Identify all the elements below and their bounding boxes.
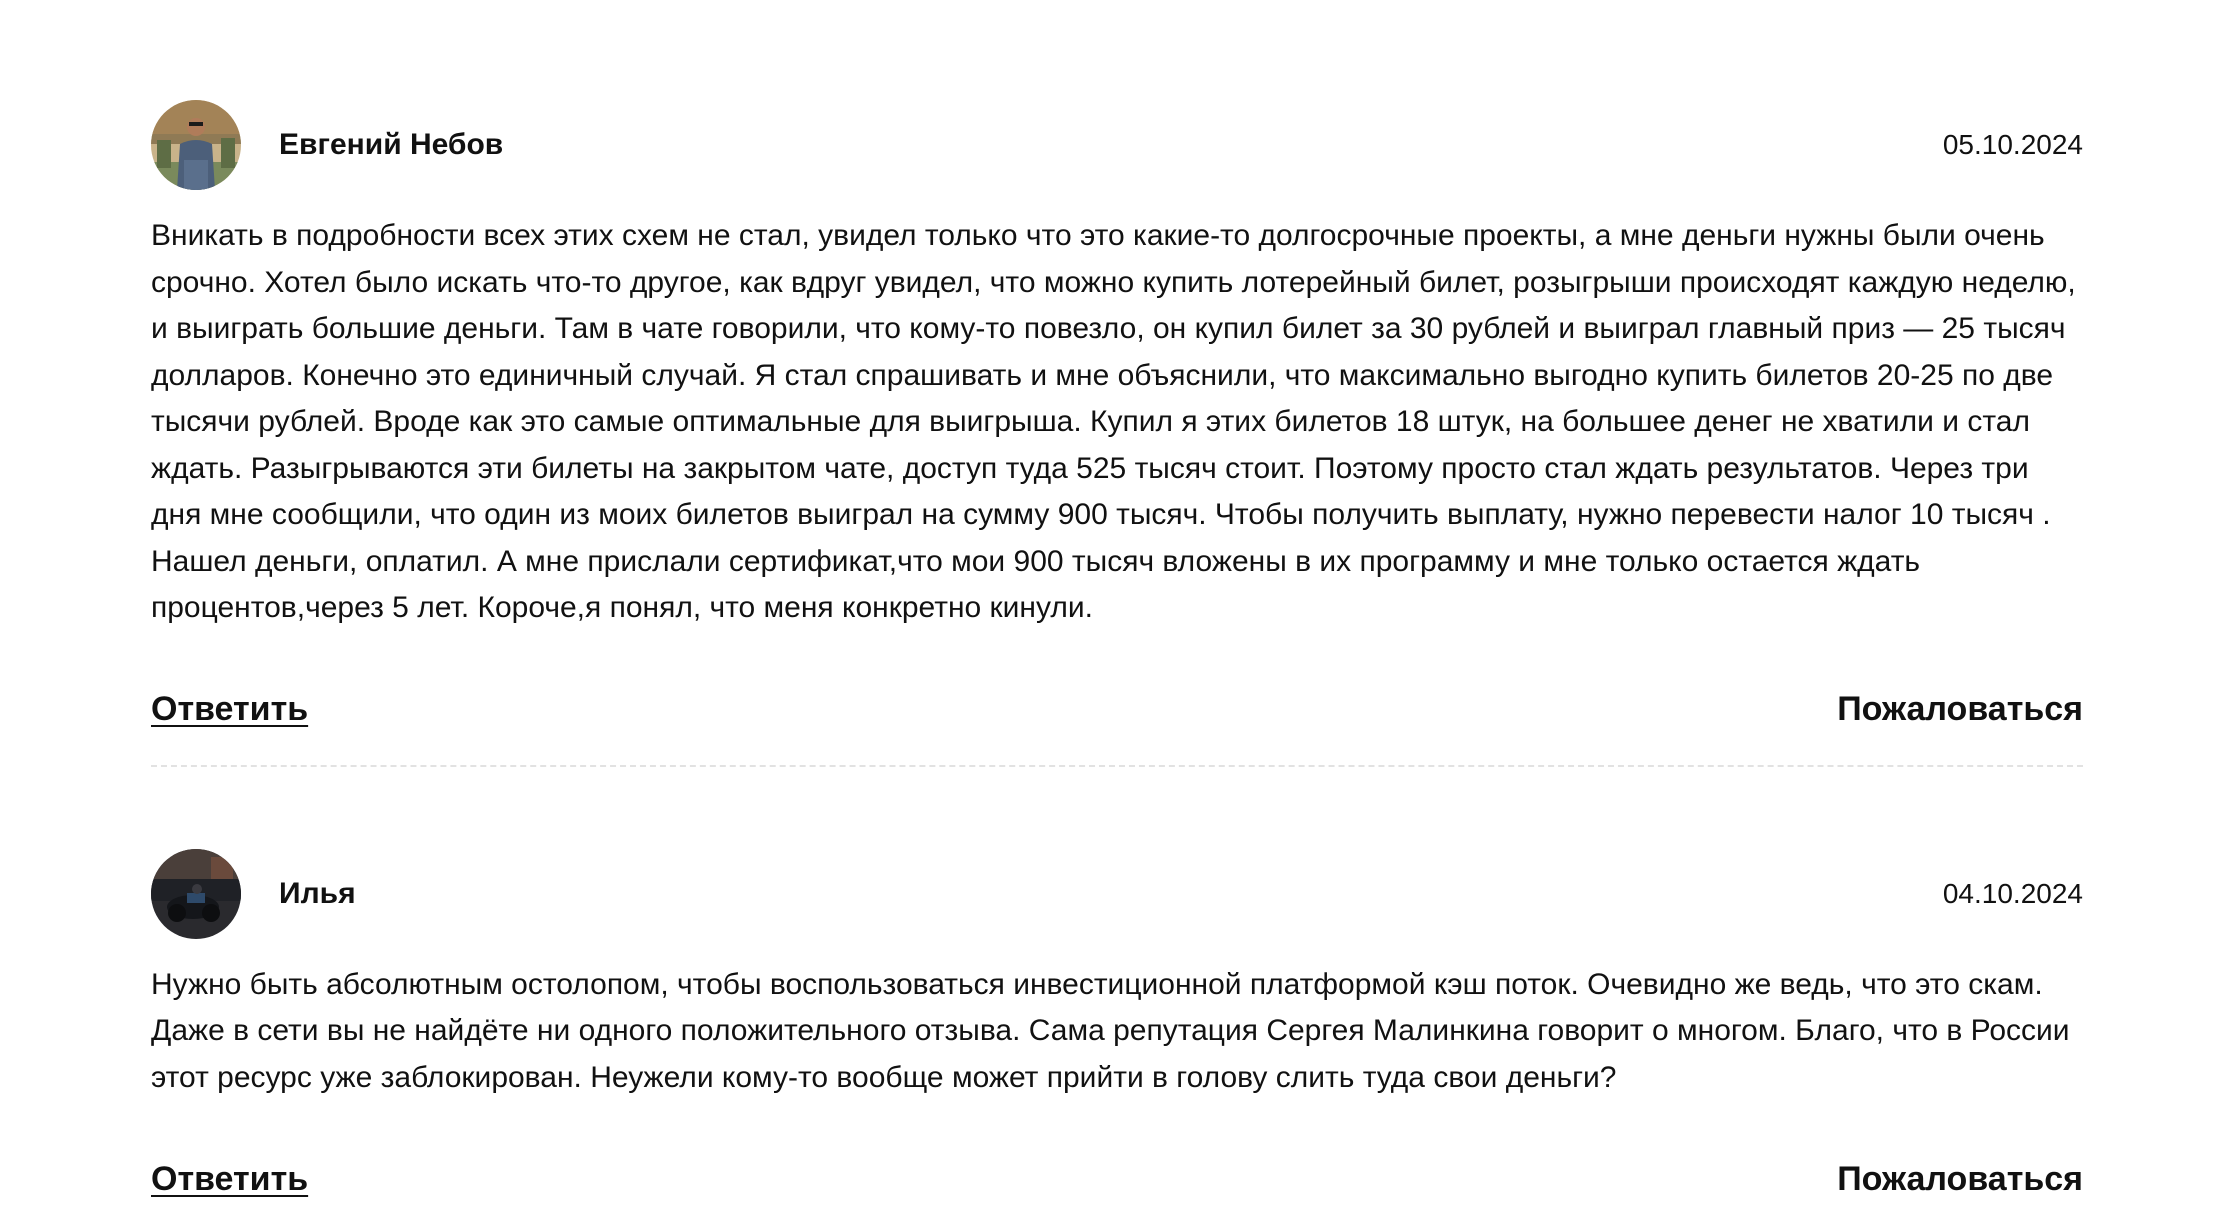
comment-text [151, 213, 2083, 632]
comment-date: 04.10.2024 [1942, 877, 2083, 909]
avatar [151, 849, 241, 939]
comment-item [151, 849, 2083, 1205]
report-link[interactable]: Пожаловаться [1837, 1159, 2083, 1198]
reply-link[interactable]: Ответить [151, 1159, 309, 1198]
comment-text-paragraph: Вникать в подробности всех этих схем не стал, увидел только что это какие-то долгосрочные проекты, а мне деньги нужны были очень срочно. Хотел было искать что-то другое, как вдруг увидел, что можно купить лотерейный билет, розыгрыши происходят каждую неделю, и выиграть большие деньги. Там в чате говорили, что кому-то повезло, он купил билет за 30 рублей и выиграл главный приз — 25 тысяч долларов. Конечно это единичный случай. Я стал спрашивать и мне объяснили, что максимально выгодно купить билетов 20-25 по две тысячи рублей. Вроде как это самые оптимальные для выигрыша. Купил я этих билетов 18 штук, на большее денег не хватили и стал ждать. Разыгрываются эти билеты на закрытом чате, доступ туда 525 тысяч стоит. Поэтому просто стал ждать результатов. Через три дня мне сообщили, что один из моих билетов выиграл на сумму 900 тысяч. Чтобы получить выплату, нужно перевести налог 10 тысяч . Нашел деньги, оплатил. А мне прислали сертификат,что мои 900 тысяч вложены в их программу и мне только остается ждать процентов,через 5 лет. Короче,я понял, что меня конкретно кинули. [151, 219, 2076, 624]
report-link[interactable]: Пожаловаться [1837, 690, 2083, 728]
comment-header [151, 849, 2083, 939]
comment-actions [151, 1154, 2083, 1204]
comment-actions [151, 685, 2083, 735]
comment-date: 05.10.2024 [1942, 129, 2083, 160]
comment-text [151, 962, 2083, 1102]
avatar [151, 100, 241, 190]
reply-link[interactable]: Ответить [151, 690, 309, 728]
avatar-photo-icon [151, 100, 241, 190]
comment-item [151, 100, 2083, 767]
comment-divider [151, 765, 2083, 767]
comment-author: Евгений Небов [279, 128, 504, 161]
comments-list [151, 100, 2083, 1204]
comment-header [151, 100, 2083, 190]
comment-text-paragraph: Нужно быть абсолютным остолопом, чтобы воспользоваться инвестиционной платформой кэш поток. Очевидно же ведь, что это скам. Даже в сети вы не найдёте ни одного положительного отзыва. Сама репутация Сергея Малинкина говорит о многом. Благо, что в России этот ресурс уже заблокирован. Неужели кому-то вообще может прийти в голову слить туда свои деньги? [151, 967, 2070, 1094]
comment-author: Илья [279, 876, 356, 910]
avatar-photo-icon [151, 849, 241, 939]
